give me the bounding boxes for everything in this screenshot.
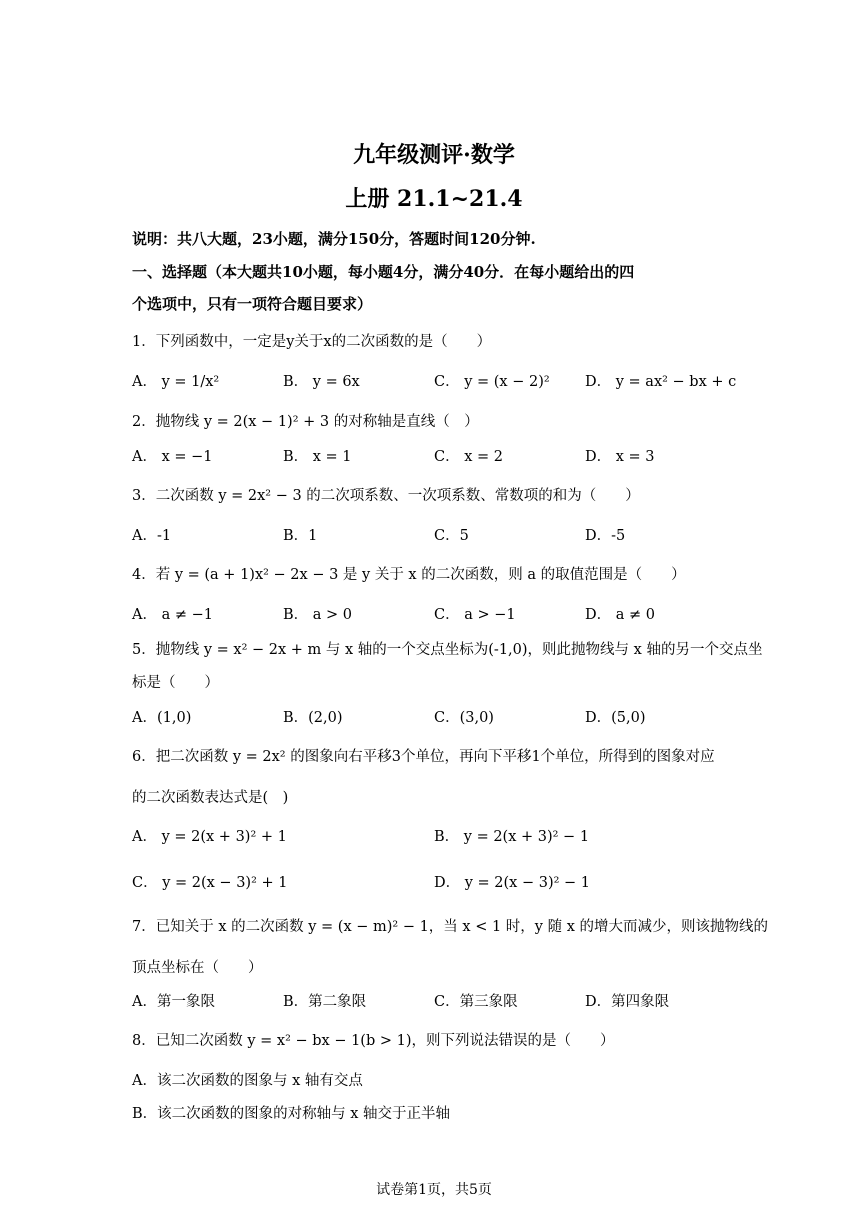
q4-option-a: A． a ≠ −1 bbox=[132, 607, 213, 623]
question-8: 8．已知二次函数 y = x² − bx − 1(b > 1)，则下列说法错误的是（ ） bbox=[132, 1033, 615, 1049]
page-title: 九年级测评·数学 bbox=[353, 142, 515, 168]
q5-option-a: A．(1,0) bbox=[132, 710, 192, 726]
q7-option-a: A．第一象限 bbox=[132, 994, 215, 1010]
q7-option-b: B．第二象限 bbox=[283, 994, 367, 1010]
q1-option-a: A． y = 1/x² bbox=[132, 374, 220, 390]
q6-option-d: D． y = 2(x − 3)² − 1 bbox=[434, 875, 591, 891]
q1-option-b: B． y = 6x bbox=[283, 374, 360, 390]
q7-option-d: D．第四象限 bbox=[585, 994, 670, 1010]
q7-option-c: C．第三象限 bbox=[434, 994, 518, 1010]
question-7-cont: 顶点坐标在（ ） bbox=[132, 960, 263, 976]
q5-option-b: B．(2,0) bbox=[283, 710, 343, 726]
q2-option-a: A． x = −1 bbox=[132, 449, 213, 465]
instructions: 说明：共八大题，23小题，满分150分，答题时间120分钟. bbox=[132, 230, 536, 248]
question-3: 3．二次函数 y = 2x² − 3 的二次项系数、一次项系数、常数项的和为（ ） bbox=[132, 488, 640, 504]
section-heading-line2: 个选项中，只有一项符合题目要求） bbox=[132, 295, 373, 313]
question-1: 1．下列函数中，一定是y关于x的二次函数的是（ ） bbox=[132, 334, 492, 350]
q6-option-a: A． y = 2(x + 3)² + 1 bbox=[132, 829, 287, 845]
question-2: 2．抛物线 y = 2(x − 1)² + 3 的对称轴是直线（ ） bbox=[132, 414, 479, 430]
q3-option-c: C．5 bbox=[434, 528, 469, 544]
question-7: 7．已知关于 x 的二次函数 y = (x − m)² − 1，当 x < 1 时，y 随 x 的增大而减少，则该抛物线的 bbox=[132, 919, 768, 935]
page-subtitle: 上册 21.1~21.4 bbox=[345, 186, 523, 212]
q5-option-c: C．(3,0) bbox=[434, 710, 494, 726]
q6-option-b: B． y = 2(x + 3)² − 1 bbox=[434, 829, 590, 845]
q3-option-b: B．1 bbox=[283, 528, 318, 544]
q1-option-d: D． y = ax² − bx + c bbox=[585, 374, 737, 390]
section-heading-line1: 一、选择题（本大题共10小题，每小题4分，满分40分．在每小题给出的四 bbox=[132, 263, 635, 281]
question-6-cont: 的二次函数表达式是( ) bbox=[132, 790, 289, 806]
q2-option-b: B． x = 1 bbox=[283, 449, 352, 465]
question-5-cont: 标是（ ） bbox=[132, 675, 219, 691]
q6-option-c: C． y = 2(x − 3)² + 1 bbox=[132, 875, 288, 891]
question-5: 5．抛物线 y = x² − 2x + m 与 x 轴的一个交点坐标为(-1,0)，则此抛物线与 x 轴的另一个交点坐 bbox=[132, 642, 763, 658]
q8-option-a: A．该二次函数的图象与 x 轴有交点 bbox=[132, 1073, 363, 1089]
q8-option-b: B．该二次函数的图象的对称轴与 x 轴交于正半轴 bbox=[132, 1106, 451, 1122]
q3-option-a: A．-1 bbox=[132, 528, 172, 544]
page-footer: 试卷第1页，共5页 bbox=[376, 1182, 492, 1198]
q3-option-d: D．-5 bbox=[585, 528, 626, 544]
question-4: 4．若 y = (a + 1)x² − 2x − 3 是 y 关于 x 的二次函数，则 a 的取值范围是（ ） bbox=[132, 567, 686, 583]
q2-option-d: D． x = 3 bbox=[585, 449, 655, 465]
q5-option-d: D．(5,0) bbox=[585, 710, 646, 726]
q1-option-c: C． y = (x − 2)² bbox=[434, 374, 550, 390]
q4-option-d: D． a ≠ 0 bbox=[585, 607, 655, 623]
q2-option-c: C． x = 2 bbox=[434, 449, 503, 465]
q4-option-b: B． a > 0 bbox=[283, 607, 353, 623]
question-6: 6．把二次函数 y = 2x² 的图象向右平移3个单位，再向下平移1个单位，所得到的图象对应 bbox=[132, 749, 715, 765]
q4-option-c: C． a > −1 bbox=[434, 607, 516, 623]
